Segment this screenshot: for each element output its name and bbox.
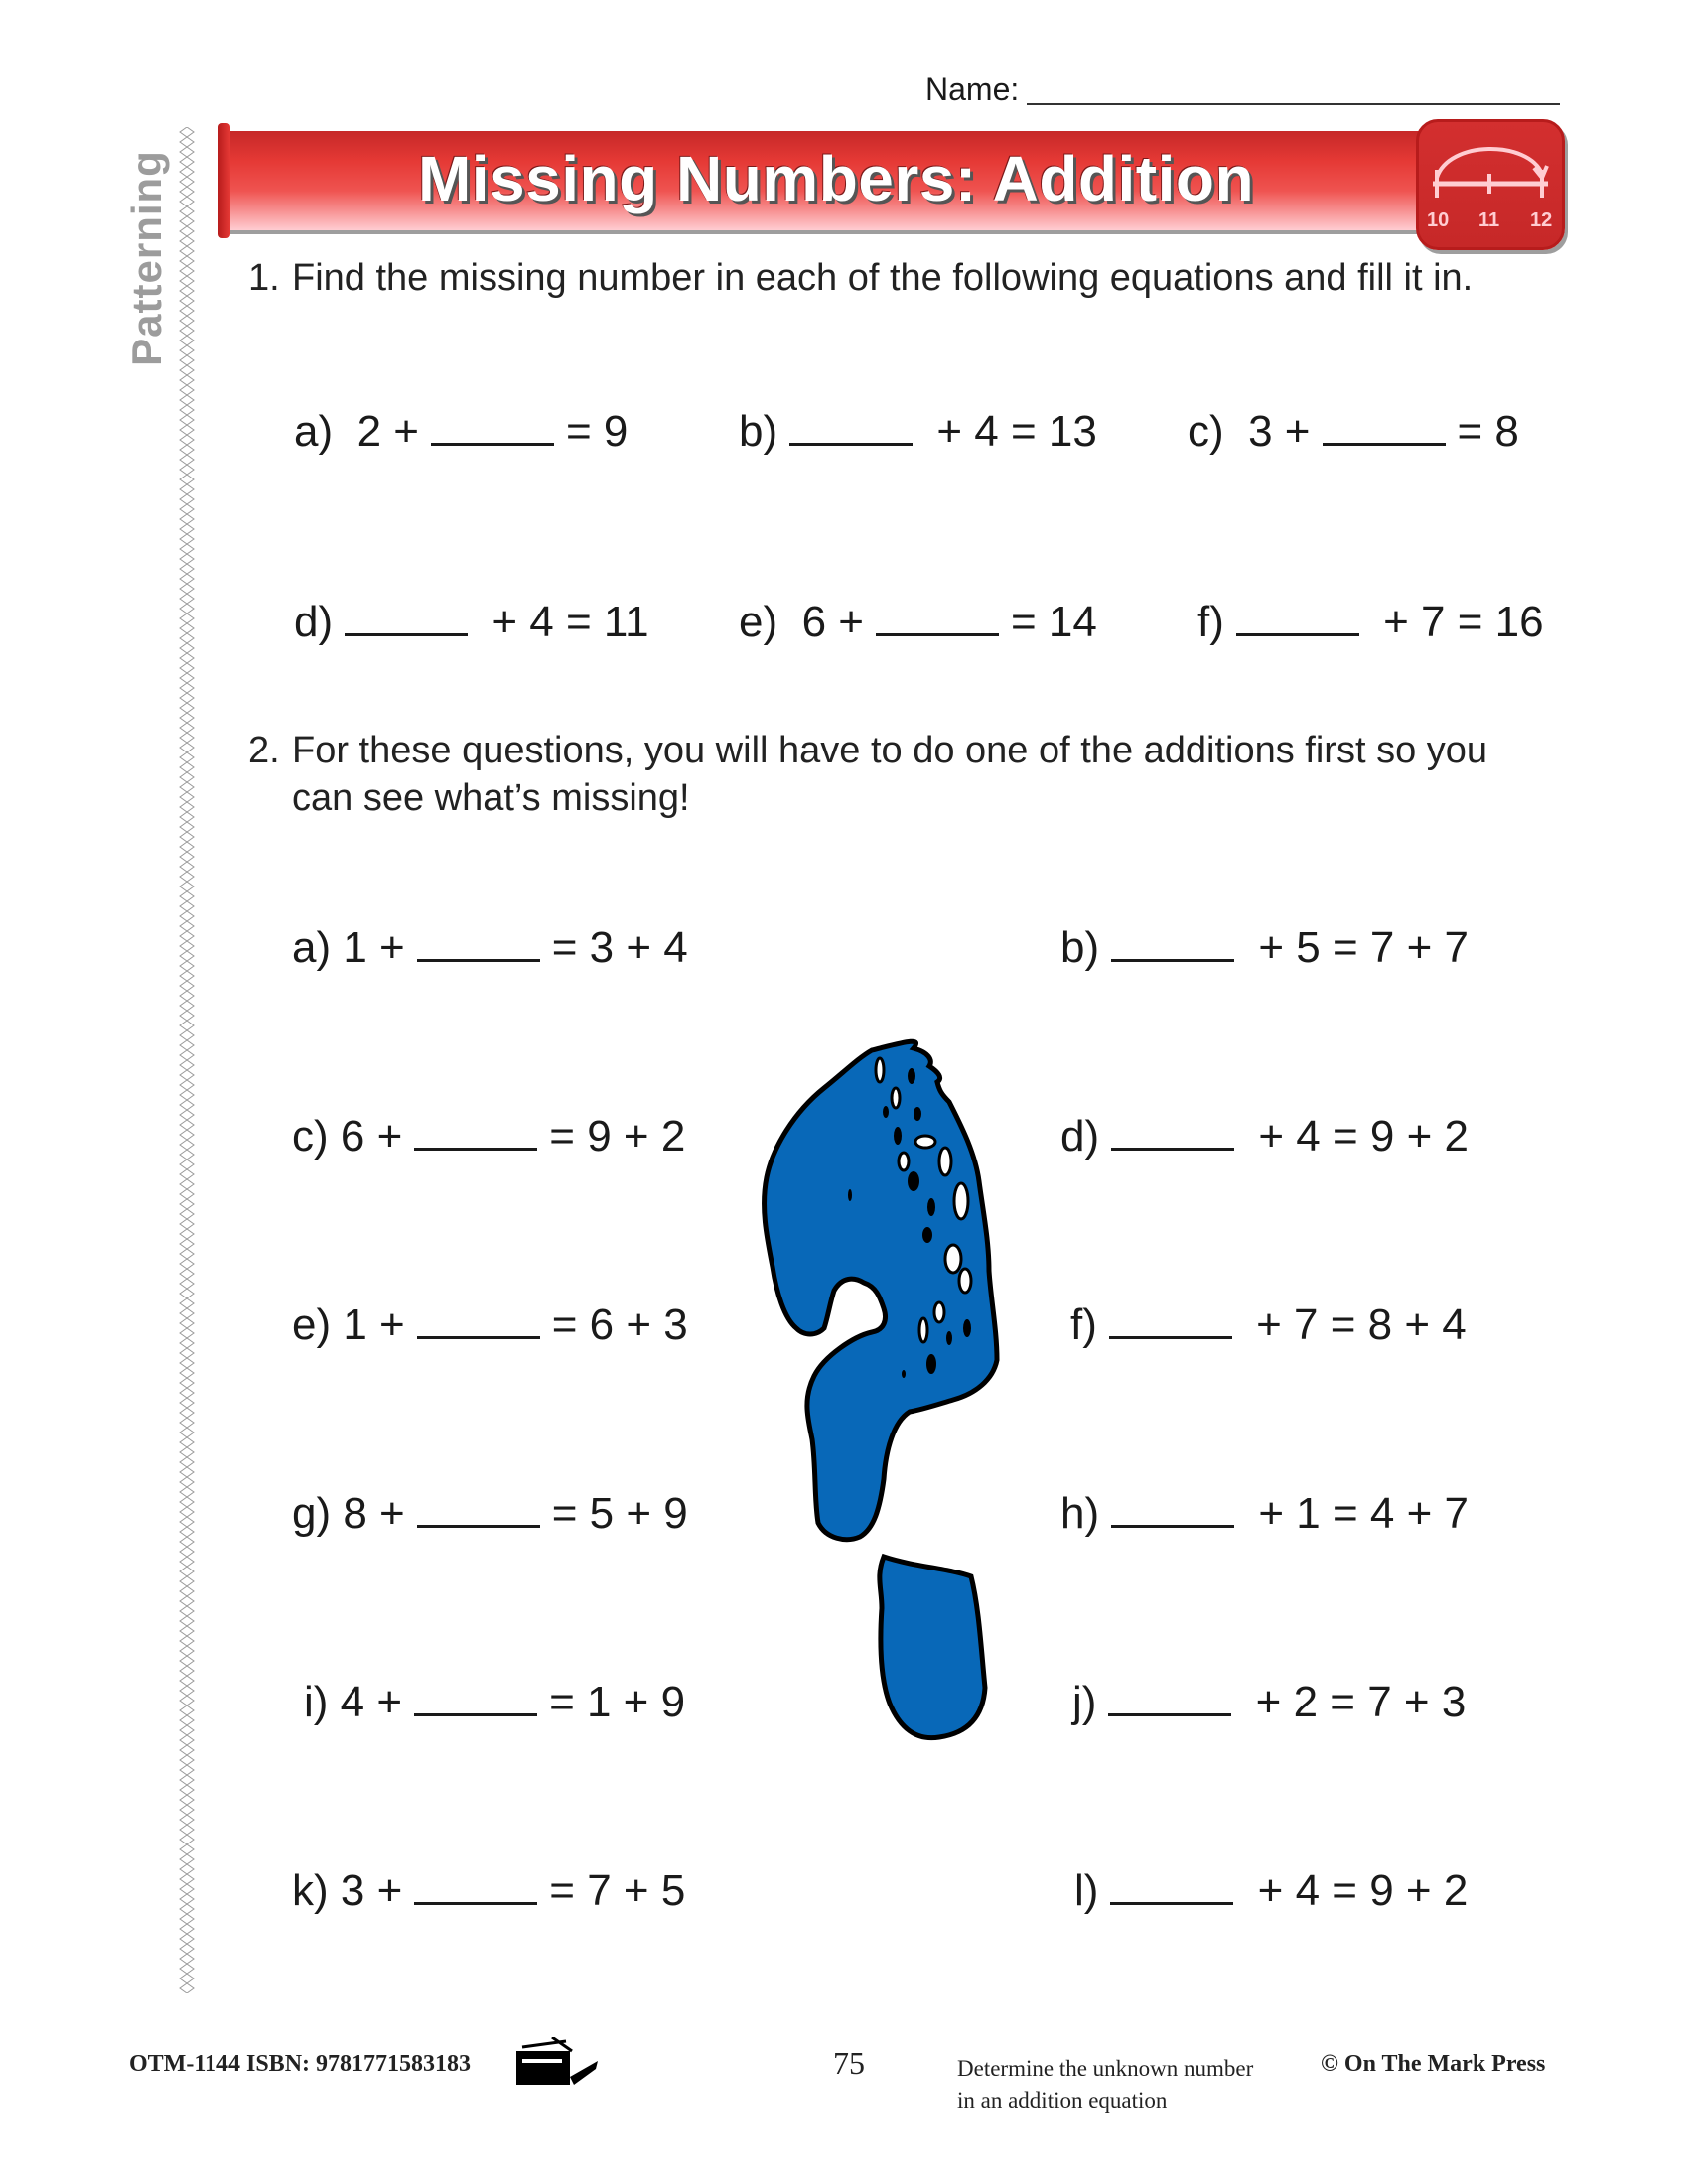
item-label: b) bbox=[1060, 923, 1100, 972]
answer-blank[interactable] bbox=[1323, 403, 1446, 446]
answer-blank[interactable] bbox=[1109, 1297, 1232, 1339]
item-right: + 4 = 13 bbox=[936, 407, 1097, 456]
q2-instruction-line2: can see what’s missing! bbox=[292, 777, 690, 819]
item-left: 2 + bbox=[356, 407, 419, 456]
footer-desc-line1: Determine the unknown number bbox=[957, 2056, 1254, 2081]
item-label: k) bbox=[292, 1866, 329, 1915]
q2-item-f bbox=[1070, 1297, 1467, 1352]
item-left: 1 + bbox=[343, 1300, 405, 1349]
item-label: d) bbox=[294, 598, 334, 646]
answer-blank[interactable] bbox=[1111, 1108, 1234, 1151]
item-right: = 5 + 9 bbox=[551, 1489, 688, 1538]
item-right: = 9 bbox=[565, 407, 629, 456]
item-right: = 1 + 9 bbox=[549, 1678, 686, 1726]
item-label: d) bbox=[1060, 1112, 1100, 1160]
item-right: + 4 = 9 + 2 bbox=[1257, 1866, 1469, 1915]
answer-blank[interactable] bbox=[1108, 1674, 1231, 1716]
q2-number: 2. bbox=[248, 730, 280, 771]
item-left: 1 + bbox=[343, 923, 405, 972]
footer-description bbox=[957, 2053, 1295, 2116]
item-label: a) bbox=[292, 923, 332, 972]
item-right: + 4 = 9 + 2 bbox=[1258, 1112, 1469, 1160]
item-label: i) bbox=[304, 1678, 329, 1726]
q1-item-e bbox=[739, 594, 1097, 649]
item-right: + 2 = 7 + 3 bbox=[1255, 1678, 1467, 1726]
answer-blank[interactable] bbox=[414, 1862, 537, 1905]
diamond-border-strip bbox=[179, 127, 195, 1993]
answer-blank[interactable] bbox=[345, 594, 468, 636]
q1-instruction: Find the missing number in each of the following equations and fill it in. bbox=[292, 257, 1474, 299]
item-label: h) bbox=[1060, 1489, 1100, 1538]
item-right: = 8 bbox=[1457, 407, 1519, 456]
q2-item-j bbox=[1072, 1674, 1466, 1729]
answer-blank[interactable] bbox=[414, 1108, 537, 1151]
q2-item-d bbox=[1060, 1108, 1469, 1163]
answer-blank[interactable] bbox=[789, 403, 913, 446]
item-right: = 3 + 4 bbox=[551, 923, 688, 972]
answer-blank[interactable] bbox=[876, 594, 999, 636]
q2-item-e bbox=[292, 1297, 688, 1352]
q1-item-a bbox=[294, 403, 628, 459]
badge-number: 12 bbox=[1530, 209, 1553, 231]
q1-item-d bbox=[294, 594, 649, 649]
answer-blank[interactable] bbox=[431, 403, 554, 446]
answer-blank[interactable] bbox=[1111, 919, 1234, 962]
name-field[interactable] bbox=[1027, 103, 1560, 105]
item-left: 4 + bbox=[340, 1678, 403, 1726]
item-label: b) bbox=[739, 407, 778, 456]
q2-item-l bbox=[1074, 1862, 1468, 1918]
item-label: l) bbox=[1074, 1866, 1099, 1915]
item-right: + 7 = 16 bbox=[1383, 598, 1544, 646]
footer-isbn: OTM-1144 ISBN: 9781771583183 bbox=[129, 2051, 472, 2077]
item-right: + 1 = 4 + 7 bbox=[1258, 1489, 1469, 1538]
item-right: = 7 + 5 bbox=[549, 1866, 686, 1915]
footer-desc-line2: in an addition equation bbox=[957, 2088, 1168, 2113]
item-right: + 4 = 11 bbox=[492, 598, 649, 646]
section-label-text: Patterning bbox=[123, 150, 170, 366]
item-right: = 6 + 3 bbox=[551, 1300, 688, 1349]
q1-item-b bbox=[739, 403, 1097, 459]
answer-blank[interactable] bbox=[414, 1674, 537, 1716]
answer-blank[interactable] bbox=[417, 1485, 540, 1528]
number-line-badge bbox=[1416, 119, 1565, 250]
item-right: + 5 = 7 + 7 bbox=[1258, 923, 1469, 972]
q2-item-b bbox=[1060, 919, 1469, 975]
q1-item-f bbox=[1197, 594, 1544, 649]
q2-item-k bbox=[292, 1862, 685, 1918]
page-title: Missing Numbers: Addition bbox=[417, 143, 1255, 214]
item-label: f) bbox=[1070, 1300, 1097, 1349]
answer-blank[interactable] bbox=[417, 1297, 540, 1339]
item-label: e) bbox=[292, 1300, 332, 1349]
printer-icon bbox=[512, 2037, 612, 2091]
item-label: g) bbox=[292, 1489, 332, 1538]
section-label bbox=[117, 139, 177, 377]
item-right: + 7 = 8 + 4 bbox=[1256, 1300, 1467, 1349]
item-left: 3 + bbox=[340, 1866, 403, 1915]
q2-item-i bbox=[304, 1674, 685, 1729]
answer-blank[interactable] bbox=[1111, 1485, 1234, 1528]
badge-number: 10 bbox=[1427, 209, 1450, 231]
name-label: Name: bbox=[925, 71, 1020, 107]
item-label: a) bbox=[294, 407, 334, 456]
item-label: f) bbox=[1197, 598, 1224, 646]
q2-item-a bbox=[292, 919, 688, 975]
item-label: j) bbox=[1072, 1678, 1097, 1726]
question-mark-icon bbox=[755, 1032, 1033, 1747]
item-right: = 14 bbox=[1010, 598, 1097, 646]
answer-blank[interactable] bbox=[1236, 594, 1359, 636]
item-left: 6 + bbox=[801, 598, 864, 646]
answer-blank[interactable] bbox=[1110, 1862, 1233, 1905]
q2-item-h bbox=[1060, 1485, 1469, 1541]
item-label: c) bbox=[1188, 407, 1224, 456]
banner-cap bbox=[218, 123, 230, 238]
number-line-icon bbox=[1419, 122, 1562, 211]
footer-copyright: © On The Mark Press bbox=[1321, 2051, 1546, 2077]
q1-item-c bbox=[1188, 403, 1519, 459]
item-right: = 9 + 2 bbox=[549, 1112, 686, 1160]
item-left: 3 + bbox=[1248, 407, 1311, 456]
q2-item-g bbox=[292, 1485, 688, 1541]
q1-number: 1. bbox=[248, 257, 280, 299]
item-left: 8 + bbox=[343, 1489, 405, 1538]
badge-number: 11 bbox=[1478, 209, 1500, 231]
item-label: c) bbox=[292, 1112, 329, 1160]
item-label: e) bbox=[739, 598, 778, 646]
page-number: 75 bbox=[833, 2045, 865, 2081]
q2-item-c bbox=[292, 1108, 685, 1163]
answer-blank[interactable] bbox=[417, 919, 540, 962]
q2-instruction-line1: For these questions, you will have to do one of the additions first so you bbox=[292, 730, 1488, 771]
item-left: 6 + bbox=[340, 1112, 403, 1160]
